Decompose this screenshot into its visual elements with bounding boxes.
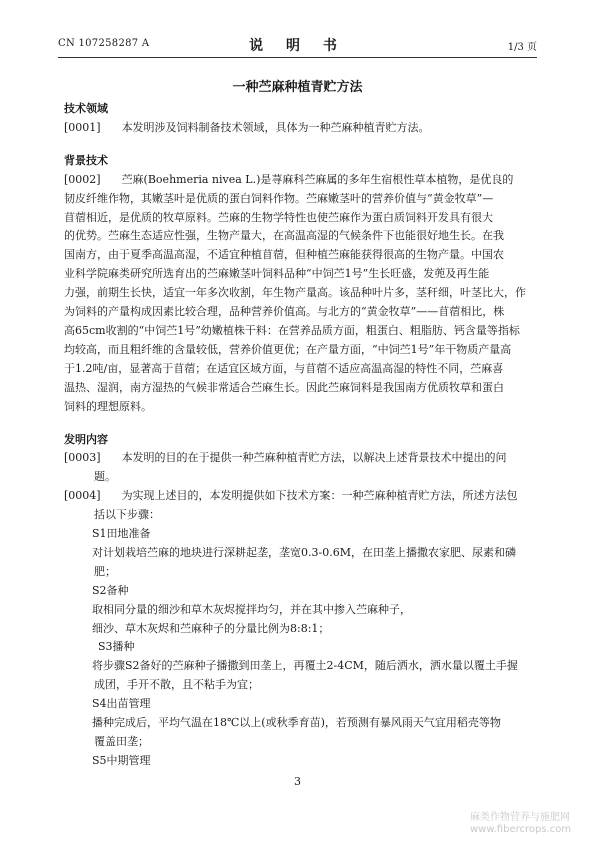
text-line: 苜蓿相近，是优质的牧草原料。苎麻的生物学特性也使苎麻作为蛋白质饲料开发具有很大 xyxy=(64,210,493,224)
text-line: 括以下步骤： xyxy=(94,508,160,522)
page-number: 3 xyxy=(294,775,301,788)
document-body xyxy=(64,100,534,771)
section-heading-summary: 发明内容 xyxy=(64,432,108,446)
paragraph-number: [0001] xyxy=(64,120,101,134)
text-line: 题。 xyxy=(94,470,116,484)
watermark xyxy=(470,812,571,836)
text-line: 于1.2吨/亩，显著高于苜蓿；在适宜区域方面，与苜蓿不适应高温高湿的特性不同，苎麻喜 xyxy=(64,361,504,375)
text-line: 业科学院麻类研究所选育出的苎麻嫩茎叶饲料品种“中饲苎1号”生长旺盛，发蔸及再生能 xyxy=(64,267,490,281)
text-line: 成团，手开不散，且不粘手为宜； xyxy=(94,678,259,692)
paragraph-number: [0004] xyxy=(64,489,101,503)
step-s5 xyxy=(64,752,534,771)
watermark-url: www.fibercrops.com xyxy=(470,824,572,835)
step-heading: S3播种 xyxy=(98,640,135,654)
text-line: 温热、湿润，南方湿热的气候非常适合苎麻生长。因此苎麻饲料是我国南方优质牧草和蛋白 xyxy=(64,380,504,394)
paragraph-0002 xyxy=(64,171,534,417)
paragraph-0004 xyxy=(64,487,534,525)
step-heading: S2备种 xyxy=(92,583,129,597)
patent-number: CN 107258287 A xyxy=(58,38,150,49)
text-line: 苎麻(Boehmeria nivea L.)是荨麻科苎麻属的多年生宿根性草本植物，是优良的 xyxy=(121,172,514,186)
text-line: 高65cm收割的“中饲苎1号”幼嫩植株干料：在营养品质方面，粗蛋白、粗脂肪、钙含量等指标 xyxy=(64,323,520,337)
watermark-site-name: 麻类作物营养与施肥网 xyxy=(470,812,570,823)
step-s4 xyxy=(64,695,534,752)
text-line: 力强，前期生长快，适宜一年多次收割，年生物产量高。该品种叶片多，茎秆细，叶茎比大，作 xyxy=(64,286,526,300)
page-header xyxy=(58,36,537,56)
text-line: 播种完成后，平均气温在18℃以上(或秋季育苗)，若预测有暴风雨天气宜用稻壳等物 xyxy=(92,716,501,730)
paragraph-0003 xyxy=(64,449,534,487)
text-line: 国南方，由于夏季高温高湿，不适宜种植苜蓿，但种植苎麻能获得很高的生物产量。中国农 xyxy=(64,248,504,262)
text-line: 为实现上述目的，本发明提供如下技术方案：一种苎麻种植青贮方法，所述方法包 xyxy=(121,489,518,503)
paragraph-0001 xyxy=(64,119,534,138)
text-line: 均较高，而且粗纤维的含量较低，营养价值更优；在产量方面，“中饲苎1号”年干物质产量高 xyxy=(64,342,512,356)
text-line: 对计划栽培苎麻的地块进行深耕起垄，垄宽0.3-0.6M，在田垄上播撒农家肥、尿素和磷 xyxy=(92,545,516,559)
step-heading: S1田地准备 xyxy=(92,527,151,541)
section-heading-background: 背景技术 xyxy=(64,153,108,167)
text-line: 细沙、草木灰烬和苎麻种子的分量比例为8:8:1； xyxy=(92,621,330,635)
text-line: 将步骤S2备好的苎麻种子播撒到田垄上，再覆土2-4CM，随后洒水，洒水量以覆土手握 xyxy=(92,659,518,673)
step-s3 xyxy=(64,638,534,695)
text-line: 的优势。苎麻生态适应性强，生物产量大，在高温高湿的气候条件下也能很好地生长。在我 xyxy=(64,229,504,243)
header-rule xyxy=(58,57,537,58)
paragraph-number: [0003] xyxy=(64,451,101,465)
section-heading-field: 技术领域 xyxy=(64,102,108,115)
step-s2 xyxy=(64,582,534,639)
text-line: 韧皮纤维作物，其嫩茎叶是优质的蛋白饲料作物。苎麻嫩茎叶的营养价值与“黄金牧草”— xyxy=(64,191,494,205)
step-heading: S5中期管理 xyxy=(92,753,151,767)
text-line: 饲料的理想原料。 xyxy=(64,399,152,413)
text-line: 肥； xyxy=(94,564,116,578)
text-line: 本发明的目的在于提供一种苎麻种植青贮方法，以解决上述背景技术中提出的问 xyxy=(121,451,507,465)
text-line: 为饲料的产量构成因素比较合理，品种营养价值高。与北方的“黄金牧草”——苜蓿相比，株 xyxy=(64,305,505,319)
step-heading: S4出苗管理 xyxy=(92,697,151,711)
document-type-title: 说 明 书 xyxy=(249,38,346,54)
paragraph-text: 本发明涉及饲料制备技术领域，具体为一种苎麻种植青贮方法。 xyxy=(121,120,430,134)
page-indicator: 1/3 页 xyxy=(507,42,537,53)
invention-title: 一种苎麻种植青贮方法 xyxy=(232,80,363,95)
step-s1 xyxy=(64,525,534,582)
paragraph-number: [0002] xyxy=(64,172,101,186)
text-line: 覆盖田垄； xyxy=(94,735,149,748)
text-line: 取相同分量的细沙和草木灰烬搅拌均匀，并在其中掺入苎麻种子， xyxy=(92,602,411,616)
